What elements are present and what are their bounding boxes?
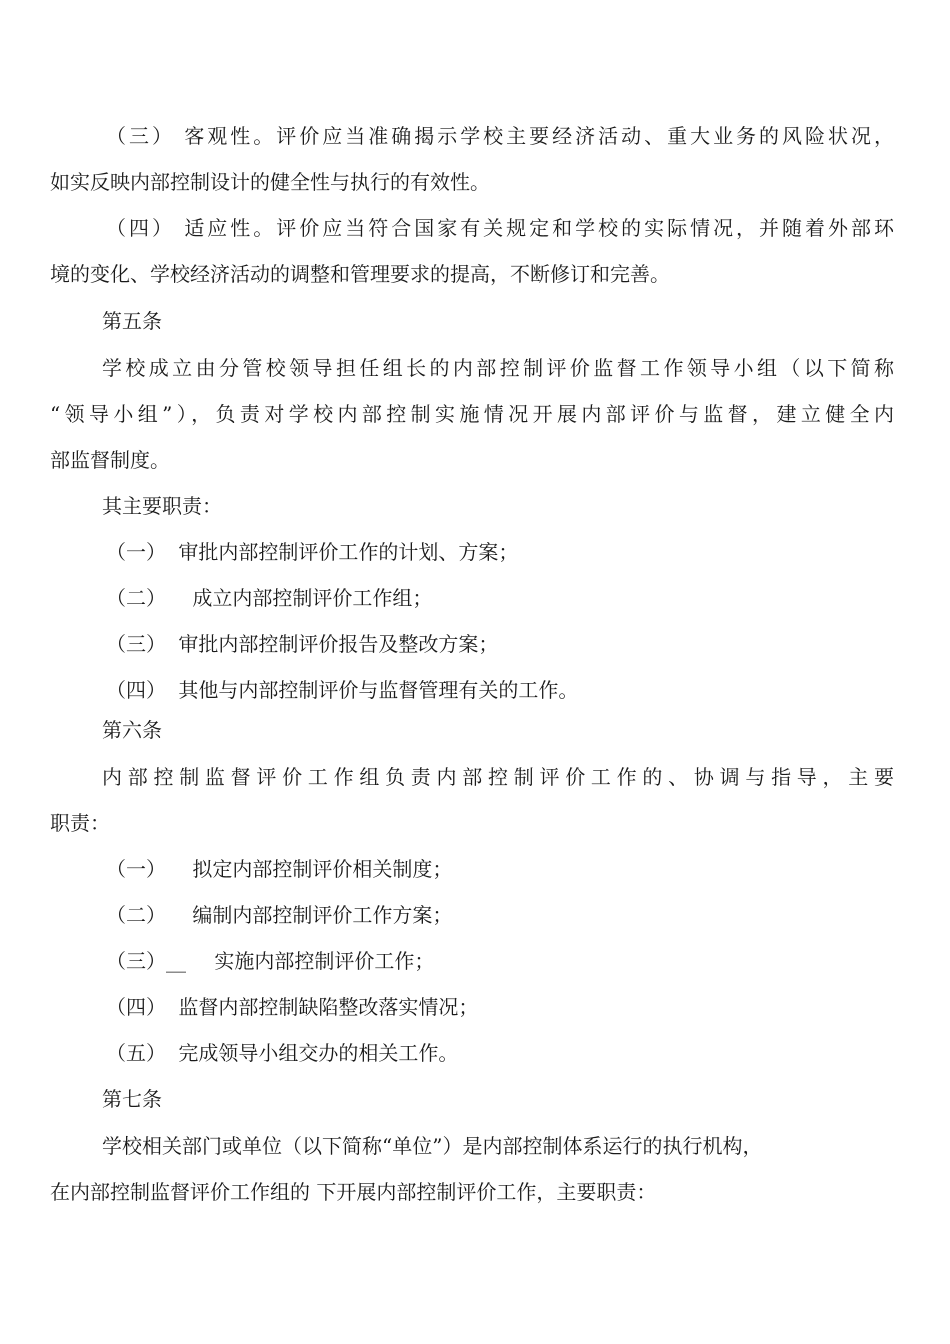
group-duty-item — [106, 855, 452, 883]
list-text: 完成领导小组交办的相关工作。 — [178, 1041, 459, 1065]
article-7-heading: 第七条 — [102, 1087, 162, 1111]
list-number: （三） — [106, 632, 166, 656]
list-number: （四） — [106, 995, 166, 1019]
list-text: 编制内部控制评价工作方案； — [192, 903, 453, 927]
list-number: （一） — [106, 540, 166, 564]
principle-3-line-1: （三） 客观性。评价应当准确揭示学校主要经济活动、重大业务的风险状况， — [106, 124, 894, 148]
principle-3-line-2: 如实反映内部控制设计的健全性与执行的有效性。 — [50, 170, 490, 194]
duties-intro: 其主要职责： — [102, 494, 222, 518]
list-number: （二） — [106, 903, 166, 927]
article-6-heading: 第六条 — [102, 718, 162, 742]
list-number: （四） — [106, 678, 166, 702]
article-5-line-2: “领导小组”），负责对学校内部控制实施情况开展内部评价与监督，建立健全内 — [50, 402, 894, 426]
leader-duty-item — [106, 630, 498, 658]
group-duty-item — [106, 1039, 458, 1067]
article-7-line-1: 学校相关部门或单位（以下简称“单位”）是内部控制体系运行的执行机构， — [102, 1134, 763, 1158]
article-6-line-2: 职责： — [50, 811, 110, 835]
list-text: 审批内部控制评价报告及整改方案； — [178, 632, 499, 656]
list-text: 拟定内部控制评价相关制度； — [192, 857, 453, 881]
article-5-line-3: 部监督制度。 — [50, 448, 170, 472]
article-7-line-2: 在内部控制监督评价工作组的 下开展内部控制评价工作，主要职责： — [50, 1180, 657, 1204]
article-6-line-1: 内部控制监督评价工作组负责内部控制评价工作的、协调与指导，主要 — [102, 765, 894, 789]
group-duty-item — [106, 901, 452, 929]
group-duty-item — [106, 947, 434, 975]
list-text: 其他与内部控制评价与监督管理有关的工作。 — [178, 678, 579, 702]
leader-duty-item — [106, 676, 578, 704]
list-number: （五） — [106, 1041, 166, 1065]
list-number: （三）__ — [106, 949, 186, 973]
group-duty-item — [106, 993, 478, 1021]
principle-4-line-2: 境的变化、学校经济活动的调整和管理要求的提高，不断修订和完善。 — [50, 262, 670, 286]
list-text: 成立内部控制评价工作组； — [192, 586, 433, 610]
article-5-heading: 第五条 — [102, 309, 162, 333]
leader-duty-item — [106, 584, 432, 612]
list-number: （二） — [106, 586, 166, 610]
article-5-line-1: 学校成立由分管校领导担任组长的内部控制评价监督工作领导小组（以下简称 — [102, 356, 894, 380]
principle-4-line-1: （四） 适应性。评价应当符合国家有关规定和学校的实际情况，并随着外部环 — [106, 216, 894, 240]
list-text: 实施内部控制评价工作； — [214, 949, 435, 973]
list-text: 审批内部控制评价工作的计划、方案； — [178, 540, 519, 564]
list-number: （一） — [106, 857, 166, 881]
leader-duty-item — [106, 538, 518, 566]
list-text: 监督内部控制缺陷整改落实情况； — [178, 995, 479, 1019]
